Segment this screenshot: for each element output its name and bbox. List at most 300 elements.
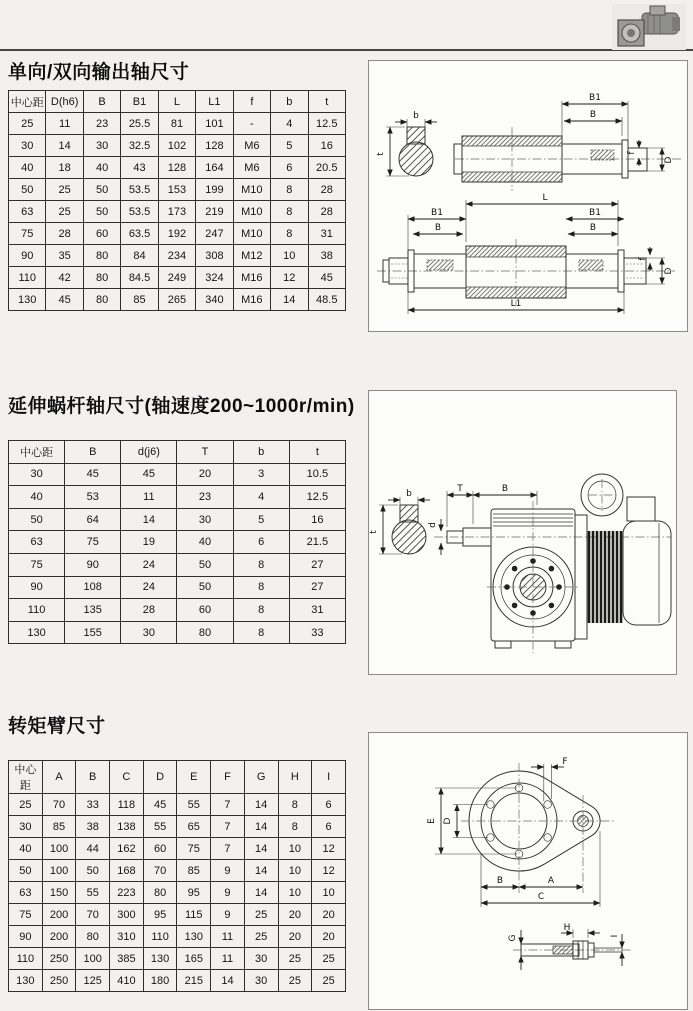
table-cell: 40	[9, 157, 46, 179]
column-header: L	[158, 91, 195, 113]
table-row	[9, 860, 346, 882]
table-cell: M6	[233, 157, 270, 179]
table-cell: 8	[278, 816, 312, 838]
table-cell: 64	[65, 508, 121, 531]
column-header: D	[143, 761, 177, 794]
table-cell: 40	[83, 157, 120, 179]
dim-label-f2: f	[638, 257, 648, 261]
table-cell: 70	[76, 904, 110, 926]
table-cell: 20	[278, 904, 312, 926]
table-cell: 324	[196, 267, 233, 289]
table-cell: 30	[177, 508, 233, 531]
section2-title: 延伸蜗杆轴尺寸(轴速度200~1000r/min)	[8, 396, 355, 417]
table-row	[9, 531, 346, 554]
table-cell: 12	[312, 838, 346, 860]
table-cell: 162	[110, 838, 144, 860]
table-cell: 45	[121, 463, 177, 486]
column-header: T	[177, 441, 233, 464]
table-cell: 25	[46, 179, 83, 201]
column-header: E	[177, 761, 211, 794]
table-row	[9, 267, 346, 289]
table-cell: 135	[65, 599, 121, 622]
table-cell: 84	[121, 245, 158, 267]
table-cell: 130	[177, 926, 211, 948]
gearmotor-view	[428, 474, 671, 653]
dim-label-L1: L1	[510, 299, 522, 309]
table-cell: 30	[121, 621, 177, 644]
table-cell: 10.5	[289, 463, 345, 486]
table-cell: 95	[143, 904, 177, 926]
table-cell: 95	[177, 882, 211, 904]
table-cell: 53.5	[121, 179, 158, 201]
table-row	[9, 508, 346, 531]
table-cell: 24	[121, 553, 177, 576]
dim-label-F: F	[562, 757, 568, 767]
table-cell: 25	[46, 201, 83, 223]
table-cell: 27	[289, 553, 345, 576]
table-cell: 75	[65, 531, 121, 554]
table-cell: 14	[271, 289, 308, 311]
table-cell: 63	[9, 531, 65, 554]
table-cell: 25	[312, 970, 346, 992]
gearmotor-product-photo	[612, 4, 686, 50]
table-cell: 11	[211, 926, 245, 948]
table-cell: 53.5	[121, 201, 158, 223]
table-cell: 45	[308, 267, 346, 289]
table-cell: 3	[233, 463, 289, 486]
table-cell: 80	[177, 621, 233, 644]
table-cell: 80	[83, 245, 120, 267]
table-cell: 28	[121, 599, 177, 622]
table-cell: 20	[312, 926, 346, 948]
table-cell: 10	[278, 882, 312, 904]
table-cell: 50	[177, 553, 233, 576]
column-header: F	[211, 761, 245, 794]
table-cell: 249	[158, 267, 195, 289]
table-row	[9, 576, 346, 599]
table-cell: 125	[76, 970, 110, 992]
column-header: G	[244, 761, 278, 794]
table-cell: 9	[211, 882, 245, 904]
table-cell: 24	[121, 576, 177, 599]
table-cell: 28	[308, 201, 346, 223]
table-row	[9, 113, 346, 135]
table-cell: 10	[312, 882, 346, 904]
dim-label-B: B	[496, 876, 504, 886]
column-header: 中心距	[9, 761, 43, 794]
table-cell: 35	[46, 245, 83, 267]
table-cell: 7	[211, 816, 245, 838]
table-cell: 60	[143, 838, 177, 860]
column-header: 中心距	[9, 441, 65, 464]
output-shaft-drawing	[369, 61, 687, 331]
table-cell: 55	[143, 816, 177, 838]
table-cell: 219	[196, 201, 233, 223]
table-cell: 115	[177, 904, 211, 926]
dim-label-b: b	[413, 111, 419, 121]
table-cell: 40	[177, 531, 233, 554]
column-header: 中心距	[9, 91, 46, 113]
table-cell: M16	[233, 289, 270, 311]
dim-label-b: b	[406, 489, 412, 499]
table-cell: 310	[110, 926, 144, 948]
table-row	[9, 486, 346, 509]
table-cell: 164	[196, 157, 233, 179]
table-cell: 8	[271, 201, 308, 223]
table-row	[9, 201, 346, 223]
section1-title: 单向/双向输出轴尺寸	[8, 62, 190, 83]
table-cell: 150	[42, 882, 76, 904]
dim-label-b1: B1	[589, 93, 601, 103]
dim-label-B: B	[589, 110, 597, 120]
table-cell: 63	[9, 882, 43, 904]
table-cell: 33	[76, 794, 110, 816]
table-cell: 25	[9, 794, 43, 816]
column-header: f	[233, 91, 270, 113]
column-header: H	[278, 761, 312, 794]
table-row	[9, 289, 346, 311]
table-cell: 10	[278, 860, 312, 882]
table-cell: 50	[9, 860, 43, 882]
table-cell: 90	[9, 245, 46, 267]
table-cell: 28	[308, 179, 346, 201]
table-cell: 12.5	[308, 113, 346, 135]
table-cell: 30	[244, 948, 278, 970]
table-cell: 130	[9, 289, 46, 311]
column-header: b	[233, 441, 289, 464]
table-cell: 21.5	[289, 531, 345, 554]
table-cell: -	[233, 113, 270, 135]
worm-shaft-drawing	[369, 391, 676, 674]
table-cell: 180	[143, 970, 177, 992]
table-cell: 12	[312, 860, 346, 882]
table-cell: 199	[196, 179, 233, 201]
table-cell: 14	[46, 135, 83, 157]
table-cell: 53	[65, 486, 121, 509]
dim-label-A: A	[547, 876, 555, 886]
table-cell: 80	[143, 882, 177, 904]
table-cell: 155	[65, 621, 121, 644]
table-cell: 31	[289, 599, 345, 622]
table-cell: 8	[233, 599, 289, 622]
table-row	[9, 135, 346, 157]
dim-label-t: t	[376, 152, 386, 156]
double-shaft-view	[377, 193, 675, 314]
table-cell: 8	[233, 553, 289, 576]
table-cell: 25.5	[121, 113, 158, 135]
table-cell: 6	[312, 794, 346, 816]
table-cell: 11	[46, 113, 83, 135]
table-cell: 50	[177, 576, 233, 599]
table-cell: 80	[83, 289, 120, 311]
table-cell: 7	[211, 794, 245, 816]
table-cell: 102	[158, 135, 195, 157]
dim-label-B-right: B	[589, 223, 597, 233]
table-cell: 33	[289, 621, 345, 644]
table-cell: 14	[244, 838, 278, 860]
table-cell: 44	[76, 838, 110, 860]
header-divider	[0, 49, 693, 51]
table-cell: M6	[233, 135, 270, 157]
table-cell: 55	[177, 794, 211, 816]
table-cell: 8	[278, 794, 312, 816]
table-row	[9, 157, 346, 179]
table-row	[9, 553, 346, 576]
table-cell: 20	[278, 926, 312, 948]
table-cell: 55	[76, 882, 110, 904]
table-cell: 90	[9, 926, 43, 948]
table-cell: 70	[143, 860, 177, 882]
table-cell: 31	[308, 223, 346, 245]
table-cell: 50	[83, 179, 120, 201]
table-cell: 4	[233, 486, 289, 509]
table-cell: 308	[196, 245, 233, 267]
column-header: t	[289, 441, 345, 464]
table-cell: 50	[9, 508, 65, 531]
table-cell: 25	[312, 948, 346, 970]
table-cell: M16	[233, 267, 270, 289]
table-cell: 85	[42, 816, 76, 838]
table-cell: 27	[289, 576, 345, 599]
table-cell: 30	[9, 463, 65, 486]
table-cell: 84.5	[121, 267, 158, 289]
dim-label-b1-right: B1	[589, 208, 601, 218]
table-cell: 12.5	[289, 486, 345, 509]
column-header: C	[110, 761, 144, 794]
dim-label-b1-left: B1	[431, 208, 443, 218]
table-cell: 32.5	[121, 135, 158, 157]
table-cell: 75	[9, 223, 46, 245]
table-row	[9, 223, 346, 245]
table-cell: 130	[9, 970, 43, 992]
table-cell: 19	[121, 531, 177, 554]
torque-arm-table	[8, 760, 346, 992]
table-cell: 130	[143, 948, 177, 970]
keyway-section-view	[369, 489, 430, 554]
torque-arm-drawing	[369, 733, 687, 1009]
table-cell: 20.5	[308, 157, 346, 179]
table-cell: 45	[65, 463, 121, 486]
column-header: b	[271, 91, 308, 113]
table-cell: 138	[110, 816, 144, 838]
output-shaft-diagram-box	[368, 60, 688, 332]
table-cell: 90	[9, 576, 65, 599]
table-cell: M12	[233, 245, 270, 267]
table-cell: M10	[233, 223, 270, 245]
table-cell: 14	[121, 508, 177, 531]
table-cell: 50	[9, 179, 46, 201]
table-cell: 11	[121, 486, 177, 509]
dim-label-B-left: B	[434, 223, 442, 233]
table-cell: 100	[42, 838, 76, 860]
table-cell: 250	[42, 970, 76, 992]
table-cell: 14	[244, 816, 278, 838]
table-row	[9, 463, 346, 486]
table-row	[9, 970, 346, 992]
table-cell: 110	[9, 599, 65, 622]
table-cell: 48.5	[308, 289, 346, 311]
table-cell: 28	[46, 223, 83, 245]
torque-arm-front-view	[427, 757, 615, 907]
column-header: A	[42, 761, 76, 794]
dim-label-C: C	[537, 892, 545, 902]
table-cell: 25	[244, 926, 278, 948]
table-cell: 173	[158, 201, 195, 223]
table-cell: 10	[271, 245, 308, 267]
table-cell: 118	[110, 794, 144, 816]
table-cell: 23	[177, 486, 233, 509]
table-header-row	[9, 91, 346, 113]
table-cell: 110	[9, 267, 46, 289]
table-cell: 168	[110, 860, 144, 882]
dim-label-T: T	[457, 484, 463, 494]
table-row	[9, 948, 346, 970]
table-row	[9, 926, 346, 948]
table-cell: 81	[158, 113, 195, 135]
table-cell: 18	[46, 157, 83, 179]
column-header: B1	[121, 91, 158, 113]
table-cell: 14	[244, 882, 278, 904]
dim-label-E: E	[427, 818, 437, 824]
table-cell: 60	[83, 223, 120, 245]
column-header: B	[65, 441, 121, 464]
table-cell: 6	[312, 816, 346, 838]
dim-label-G: G	[508, 934, 518, 942]
table-cell: 30	[9, 816, 43, 838]
table-cell: 100	[76, 948, 110, 970]
table-cell: 20	[312, 904, 346, 926]
dim-label-I: I	[610, 934, 620, 938]
table-cell: 8	[271, 179, 308, 201]
table-cell: 128	[158, 157, 195, 179]
table-cell: 10	[278, 838, 312, 860]
column-header: I	[312, 761, 346, 794]
table-cell: 20	[177, 463, 233, 486]
table-cell: 42	[46, 267, 83, 289]
table-cell: 40	[9, 486, 65, 509]
dim-label-L: L	[542, 193, 548, 203]
dim-label-B: B	[501, 484, 509, 494]
table-cell: M10	[233, 179, 270, 201]
table-cell: 110	[9, 948, 43, 970]
table-cell: 85	[121, 289, 158, 311]
table-cell: 5	[271, 135, 308, 157]
table-row	[9, 904, 346, 926]
keyway-section-view	[376, 111, 437, 176]
table-cell: 25	[244, 904, 278, 926]
dim-label-f: f	[627, 151, 637, 155]
table-cell: 50	[83, 201, 120, 223]
table-row	[9, 794, 346, 816]
table-cell: 234	[158, 245, 195, 267]
table-row	[9, 816, 346, 838]
table-row	[9, 245, 346, 267]
torque-arm-diagram-box	[368, 732, 688, 1010]
dim-label-D: D	[443, 817, 453, 825]
column-header: L1	[196, 91, 233, 113]
table-cell: 200	[42, 926, 76, 948]
table-cell: 9	[211, 904, 245, 926]
table-cell: 16	[308, 135, 346, 157]
table-cell: 14	[244, 860, 278, 882]
dim-label-H: H	[563, 923, 571, 933]
table-row	[9, 179, 346, 201]
table-cell: 4	[271, 113, 308, 135]
table-cell: 75	[177, 838, 211, 860]
table-cell: 8	[271, 223, 308, 245]
torque-arm-side-view	[508, 923, 631, 970]
table-row	[9, 838, 346, 860]
table-cell: 75	[9, 553, 65, 576]
table-cell: 153	[158, 179, 195, 201]
column-header: B	[83, 91, 120, 113]
table-cell: 16	[289, 508, 345, 531]
dim-label-D2: D	[664, 267, 674, 275]
table-cell: 128	[196, 135, 233, 157]
column-header: D(h6)	[46, 91, 83, 113]
table-cell: 43	[121, 157, 158, 179]
table-cell: 60	[177, 599, 233, 622]
table-row	[9, 599, 346, 622]
table-cell: 50	[76, 860, 110, 882]
table-cell: 215	[177, 970, 211, 992]
table-cell: 63.5	[121, 223, 158, 245]
table-cell: 385	[110, 948, 144, 970]
column-header: t	[308, 91, 346, 113]
table-cell: 8	[233, 621, 289, 644]
table-cell: 85	[177, 860, 211, 882]
table-cell: 108	[65, 576, 121, 599]
table-cell: 100	[42, 860, 76, 882]
section3-title: 转矩臂尺寸	[8, 716, 106, 737]
table-cell: 25	[278, 970, 312, 992]
column-header: B	[76, 761, 110, 794]
table-cell: 14	[244, 794, 278, 816]
table-cell: 38	[76, 816, 110, 838]
dim-label-t: t	[369, 530, 379, 534]
table-cell: 8	[233, 576, 289, 599]
table-cell: 38	[308, 245, 346, 267]
table-cell: 45	[46, 289, 83, 311]
table-cell: 70	[42, 794, 76, 816]
table-cell: 12	[271, 267, 308, 289]
table-cell: 265	[158, 289, 195, 311]
table-cell: 80	[76, 926, 110, 948]
table-row	[9, 882, 346, 904]
table-cell: 6	[233, 531, 289, 554]
table-cell: 5	[233, 508, 289, 531]
column-header: d(j6)	[121, 441, 177, 464]
table-cell: 250	[42, 948, 76, 970]
table-cell: 65	[177, 816, 211, 838]
table-cell: 410	[110, 970, 144, 992]
single-shaft-view	[454, 93, 681, 191]
table-cell: 110	[143, 926, 177, 948]
table-cell: 40	[9, 838, 43, 860]
table-cell: 23	[83, 113, 120, 135]
table-row	[9, 621, 346, 644]
table-cell: 45	[143, 794, 177, 816]
table-header-row	[9, 761, 346, 794]
table-cell: 75	[9, 904, 43, 926]
table-cell: 247	[196, 223, 233, 245]
dim-label-d: d	[428, 522, 438, 528]
table-cell: 6	[271, 157, 308, 179]
table-cell: 30	[9, 135, 46, 157]
table-cell: 7	[211, 838, 245, 860]
table-cell: 101	[196, 113, 233, 135]
table-cell: 80	[83, 267, 120, 289]
